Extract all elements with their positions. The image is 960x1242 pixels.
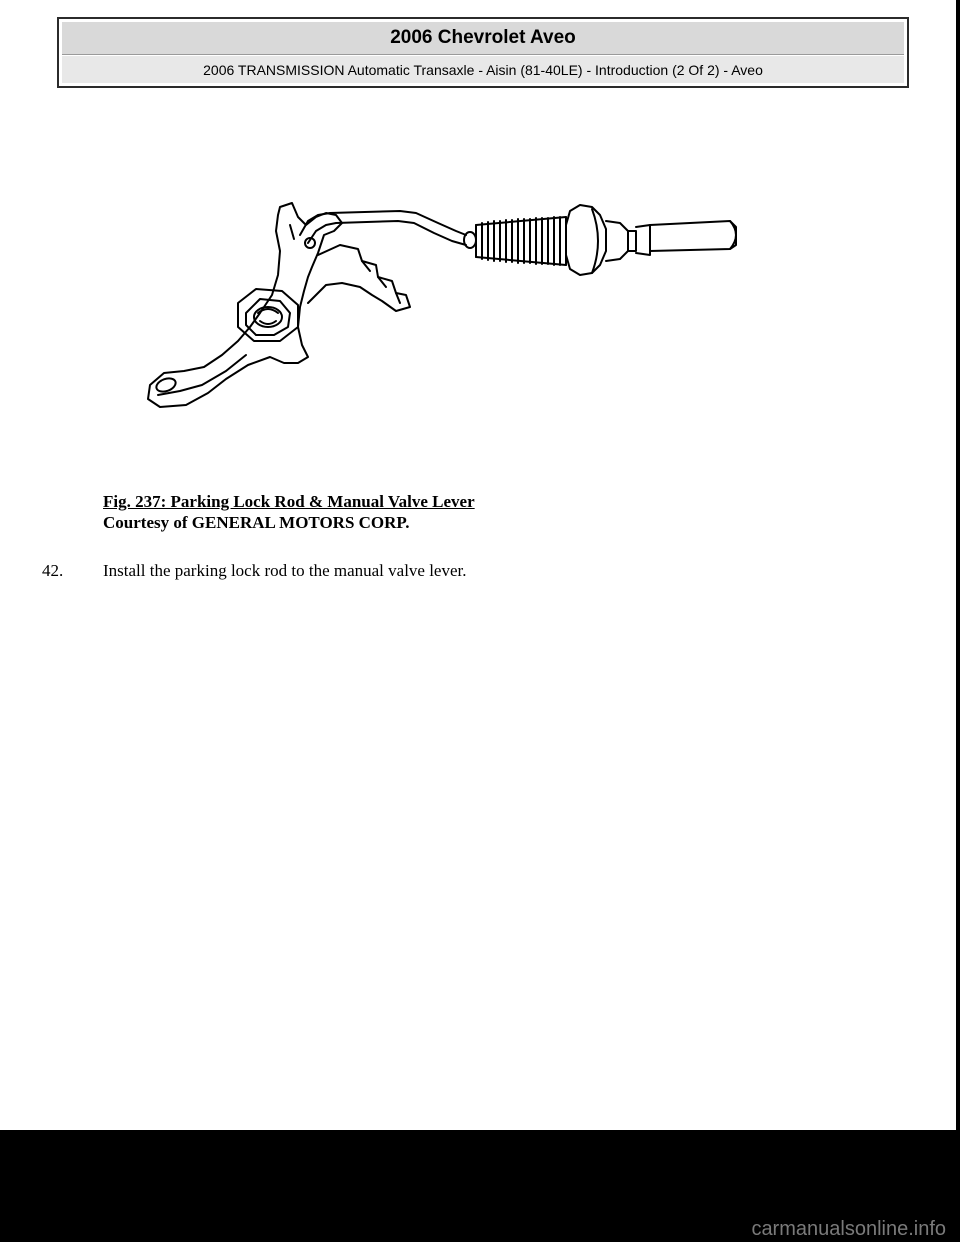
procedure-step (42, 561, 467, 581)
document-header (57, 17, 909, 88)
parking-lock-rod-illustration (130, 195, 740, 420)
step-text: Install the parking lock rod to the manual valve lever. (103, 561, 467, 580)
site-watermark: carmanualsonline.info (751, 1218, 946, 1240)
step-number: 42. (42, 561, 64, 580)
figure-caption (103, 491, 475, 533)
header-title: 2006 Chevrolet Aveo (62, 22, 904, 55)
figure-title: Fig. 237: Parking Lock Rod & Manual Valve Lever (103, 492, 475, 511)
figure-courtesy: Courtesy of GENERAL MOTORS CORP. (103, 513, 410, 532)
header-subtitle: 2006 TRANSMISSION Automatic Transaxle - Aisin (81-40LE) - Introduction (2 Of 2) - Aveo (62, 56, 904, 83)
page-footer (0, 1130, 960, 1242)
